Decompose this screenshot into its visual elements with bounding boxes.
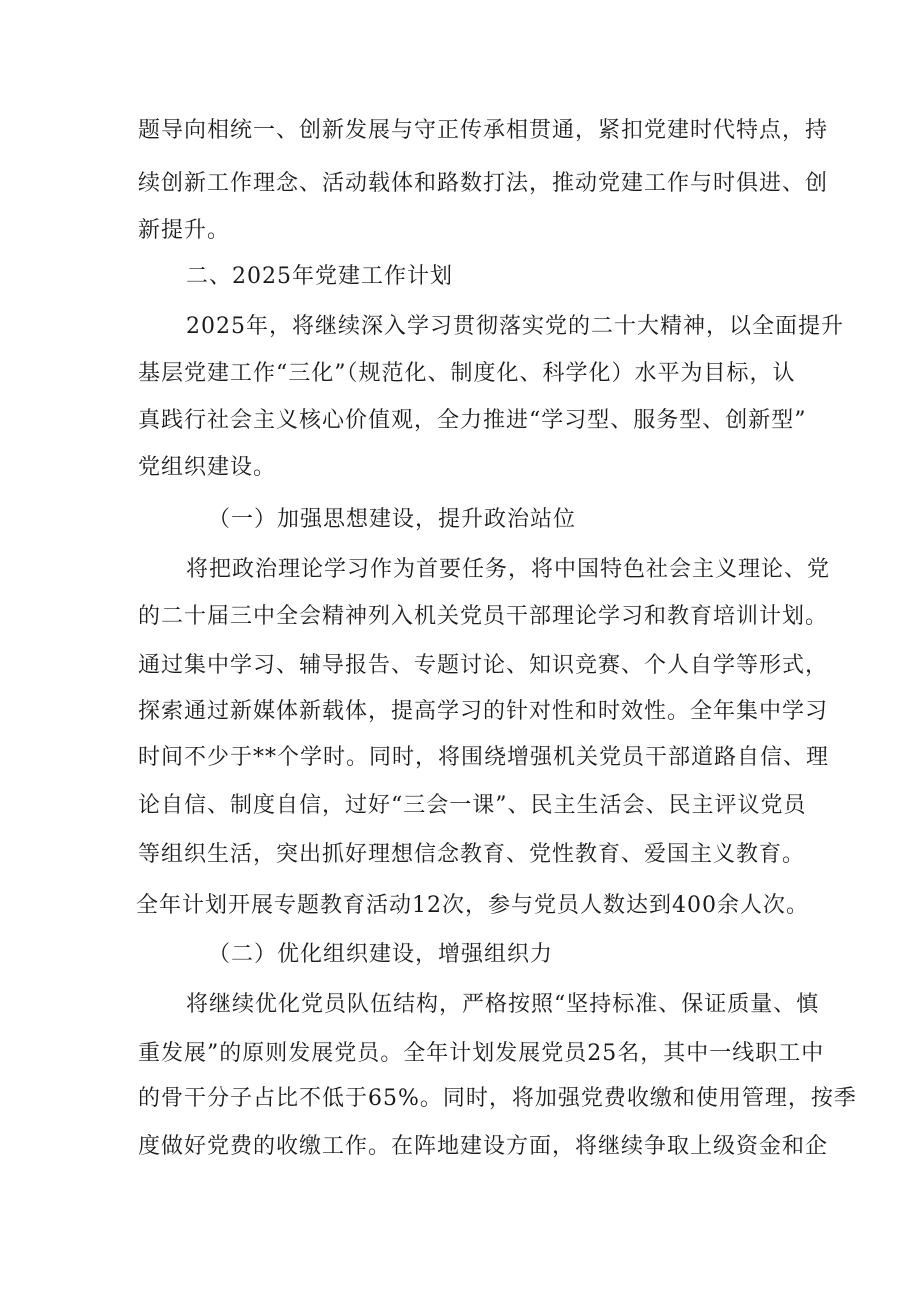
paragraph-line: 度做好党费的收缴工作。在阵地建设方面，将继续争取上级资金和企 bbox=[138, 1134, 829, 1159]
paragraph-line: 续创新工作理念、活动载体和路数打法，推动党建工作与时俱进、创 bbox=[138, 171, 829, 196]
paragraph-line: 新提升。 bbox=[138, 218, 231, 243]
paragraph-line: 将把政治理论学习作为首要任务，将中国特色社会主义理论、党 bbox=[186, 557, 831, 582]
paragraph-line: 将继续优化党员队伍结构，严格按照“坚持标准、保证质量、慎 bbox=[186, 992, 820, 1017]
paragraph-line: 全年计划开展专题教育活动12次，参与党员人数达到400余人次。 bbox=[136, 893, 809, 918]
paragraph-line: 党组织建设。 bbox=[138, 455, 277, 480]
section-heading: 二、2025年党建工作计划 bbox=[186, 264, 453, 289]
paragraph-line: 时间不少于**个学时。同时，将围绕增强机关党员干部道路自信、理 bbox=[138, 745, 830, 770]
paragraph-line: 重发展”的原则发展党员。全年计划发展党员25名，其中一线职工中 bbox=[138, 1041, 825, 1066]
paragraph-line: 探索通过新媒体新载体，提高学习的针对性和时效性。全年集中学习 bbox=[138, 699, 829, 724]
paragraph-line: 基层党建工作“三化”（规范化、制度化、科学化）水平为目标，认 bbox=[138, 361, 796, 386]
paragraph-line: 题导向相统一、创新发展与守正传承相贯通，紧扣党建时代特点，持 bbox=[138, 118, 829, 143]
paragraph-line: 的骨干分子占比不低于65%。同时，将加强党费收缴和使用管理，按季 bbox=[138, 1086, 857, 1111]
subsection-heading: （二）优化组织建设，增强组织力 bbox=[208, 942, 554, 967]
subsection-heading: （一）加强思想建设，提升政治站位 bbox=[208, 507, 577, 532]
paragraph-line: 通过集中学习、辅导报告、专题讨论、知识竞赛、个人自学等形式， bbox=[138, 653, 829, 678]
paragraph-line: 真践行社会主义核心价值观，全力推进“学习型、服务型、创新型” bbox=[138, 408, 807, 433]
paragraph-line: 的二十届三中全会精神列入机关党员干部理论学习和教育培训计划。 bbox=[138, 604, 829, 629]
paragraph-line: 等组织生活，突出抓好理想信念教育、党性教育、爱国主义教育。 bbox=[138, 842, 806, 867]
paragraph-line: 2025年，将继续深入学习贯彻落实党的二十大精神，以全面提升 bbox=[186, 314, 844, 339]
paragraph-line: 论自信、制度自信，过好“三会一课”、民主生活会、民主评议党员 bbox=[138, 793, 807, 818]
